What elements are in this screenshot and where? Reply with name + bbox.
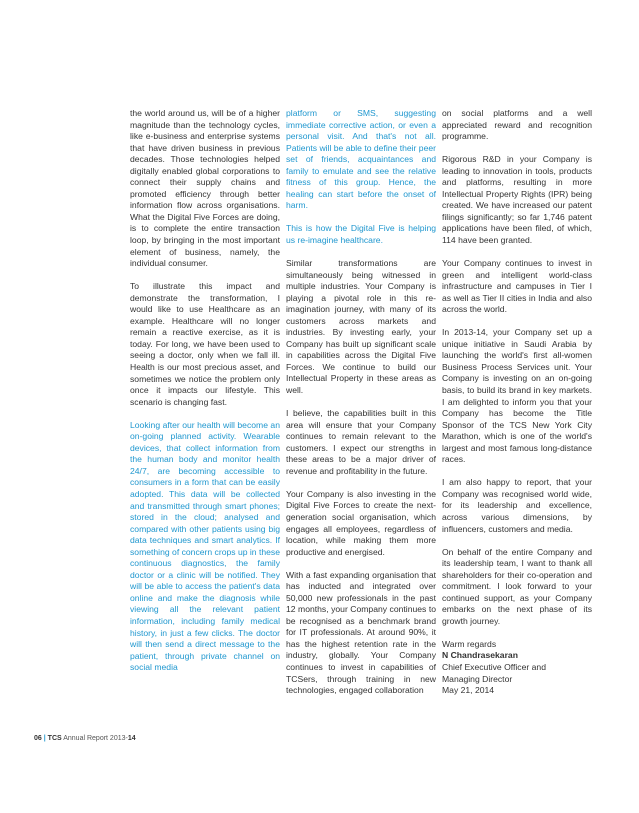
paragraph: Similar transformations are simultaneously being witnessed in multiple industries. Your Company is playing a pivotal role in this re-imagination journey, with many of its customers across markets and industries. By investing early, your Company has built up significant scale in capabilities across the Digital Five Forces. We continue to build our Intellectual Property in these areas as well. xyxy=(286,258,436,396)
signatory-title: Managing Director xyxy=(442,673,513,684)
paragraph: On behalf of the entire Company and its leadership team, I want to thank all shareholders for their co-operation and commitment. I look forward to your continued support, as your Company embarks on the next phase of its growth journey. xyxy=(442,546,592,626)
column-1 xyxy=(130,108,280,685)
highlight-paragraph: Looking after our health will become an on-going planned activity. Wearable devices, that collect information from the human body and monitor health 24/7, are becoming accessible to consumers in a form that can be easily adopted. This data will be collected and transmitted through smart phones; stored in the cloud; analysed and compared with other patients using big data techniques and smart analytics. If something of concern crops up in these continuous diagnostics, the family doctor or a clinic will be notified. They will be able to access the patient's data online and make the diagnosis while viewing all the relevant patient information, including family medical history, in just a few clicks. The doctor will then send a direct message to the patient, through private channel on social media xyxy=(130,419,281,673)
paragraph: Your Company is also investing in the Digital Five Forces to create the next-generation social organisation, which engages all employees, regardless of location, while making them more productive and energised. xyxy=(286,488,436,557)
highlight-paragraph: platform or SMS, suggesting immediate corrective action, or even a personal visit. And that's not all. Patients will be able to define their peer set of friends, acquaintances and family to emulate and see the relative fitness of this group. Hence, the healing can start before the onset of harm. xyxy=(286,108,437,211)
letter-date: May 21, 2014 xyxy=(442,685,495,696)
signatory-name: N Chandrasekaran xyxy=(442,650,518,661)
paragraph: To illustrate this impact and demonstrate the transformation, I would like to use Healthcare as an example. Healthcare will no longer remain a reactive exercise, as it is today. For long, we have been used to seeing a doctor, only when we fall ill. Health is our most precious asset, and sometimes we notice the problem only once it impacts our lifestyle. This scenario is changing fast. xyxy=(130,281,280,407)
column-3 xyxy=(442,108,592,697)
paragraph: on social platforms and a well appreciated reward and recognition programme. xyxy=(442,108,592,142)
paragraph: Your Company continues to invest in green and intelligent world-class infrastructure and campuses in Tier I as well as Tier II cities in India and also across the world. xyxy=(442,258,592,315)
footer-separator: | xyxy=(43,735,46,742)
column-2 xyxy=(286,108,436,708)
signature-block xyxy=(442,639,592,697)
paragraph: Rigorous R&D in your Company is leading to innovation in tools, products and platforms, resulting in more Intellectual Property Rights (IPR) being created. We have increased our patent filings significantly; so far 1,746 patent applications have been filed, of which, 114 have been granted. xyxy=(442,154,592,245)
page-footer xyxy=(34,735,136,742)
closing: Warm regards xyxy=(442,638,497,649)
highlight-paragraph: This is how the Digital Five is helping us re-imagine healthcare. xyxy=(286,223,436,245)
paragraph: the world around us, will be of a higher magnitude than the technology cycles, like e-business and enterprise systems that have driven business in previous decades. Those technologies helped digitally enabled global corporations to connect their supply chains and promoted efficiency through better information flow across organisations. What the Digital Five Forces are doing, is to complete the entire transaction loop, by bringing in the most important element of business, namely, the individual consumer. xyxy=(130,108,280,269)
brand-name: TCS xyxy=(47,735,62,742)
paragraph: I believe, the capabilities built in this area will ensure that your Company continues to remain relevant to the customers. I expect our strengths in these areas to be a major driver of revenue and profitability in the future. xyxy=(286,408,436,476)
report-title: Annual Report 2013- xyxy=(61,735,128,742)
signatory-title: Chief Executive Officer and xyxy=(442,661,546,672)
report-year: 14 xyxy=(127,735,136,742)
paragraph: With a fast expanding organisation that has inducted and integrated over 50,000 new professionals in the past 12 months, your Company continues to be recognised as a benchmark brand for IT professionals. At around 90%, it has the highest retention rate in the industry, globally. Your Company continues to invest in capabilities of TCSers, through training in new technologies, engaged collaboration xyxy=(286,569,436,696)
page-number: 06 xyxy=(34,735,42,742)
paragraph: In 2013-14, your Company set up a unique initiative in Saudi Arabia by launching the world's first all-women Business Process Services unit. Your Company is investing on an on-going basis, to build its brand in key markets. I am delighted to inform you that your Company has become the Title Sponsor of the TCS New York City Marathon, which is one of the world's largest and most famous long-distance races. xyxy=(442,327,592,465)
paragraph: I am also happy to report, that your Company was recognised world wide, for its leadership and excellence, across various dimensions, by influencers, customers and media. xyxy=(442,477,592,534)
